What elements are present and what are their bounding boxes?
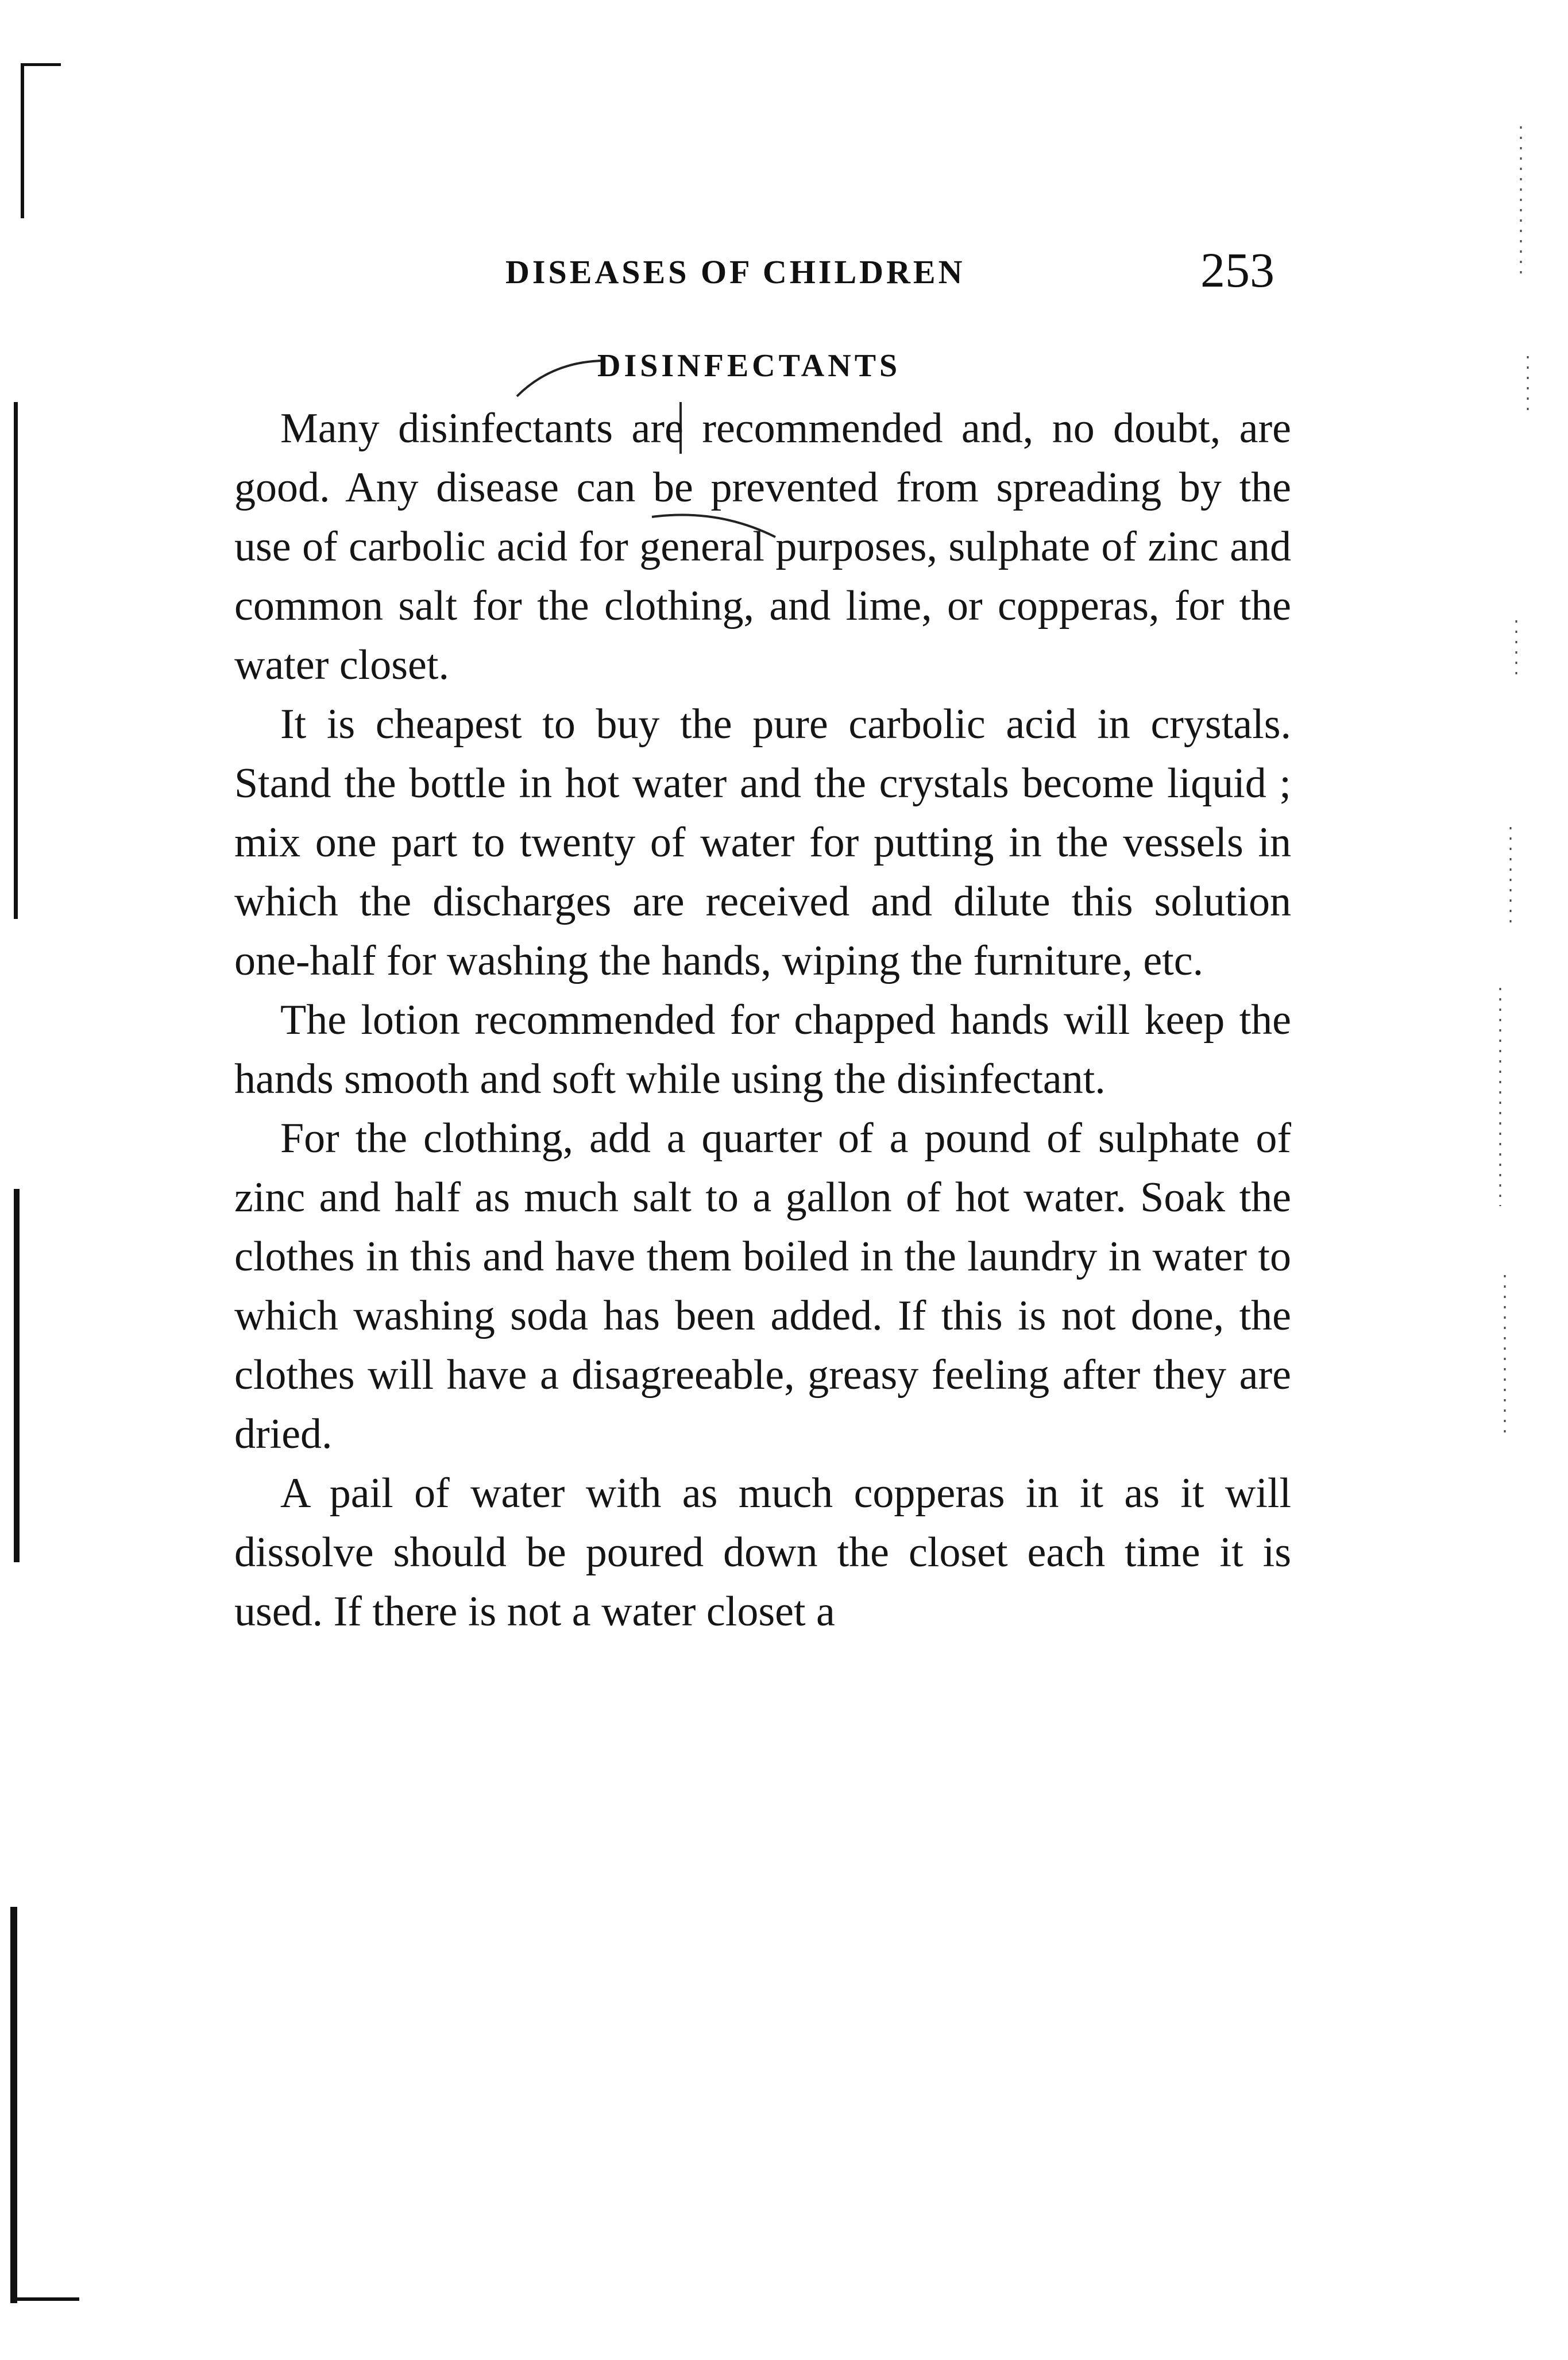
paragraph-4: For the clothing, add a quarter of a pound of sulphate of zinc and half as much salt to a gallon of hot water. Soak the clothes in this and have them boiled in the laundry in water to which washing soda has been added. If this is not done, the clothes will have a disagreeable, greasy feeling after they are dried. <box>234 1115 1291 1458</box>
paragraph-1: Many disinfectants are recommended and, no doubt, are good. Any disease can be prevented from spreading by the use of carbolic acid for general purposes, sulphate of zinc and common salt for the clothing, and lime, or copperas, for the water closet. <box>234 405 1291 689</box>
paragraph-2: It is cheapest to buy the pure carbolic acid in crystals. Stand the bottle in hot water and the crystals become liquid ; mix one part to twenty of water for putting in the vessels in which the discharges are received and dilute this solution one-half for washing the hands, wiping the furniture, etc. <box>234 701 1291 984</box>
body-text <box>234 399 1291 1641</box>
binding-mark-top <box>21 63 24 218</box>
paragraph-3: The lotion recommended for chapped hands will keep the hands smooth and soft while using the disinfectant. <box>234 996 1291 1103</box>
binding-mark-bottom-foot <box>10 2297 79 2301</box>
page-number: 253 <box>1200 242 1275 298</box>
paragraph-5: A pail of water with as much copperas in it as it will dissolve should be poured down the closet each time it is used. If there is not a water closet a <box>234 1470 1291 1635</box>
pencil-mark-heading <box>517 361 603 396</box>
running-head: DISEASES OF CHILDREN <box>505 253 965 291</box>
binding-mark-middle <box>14 1189 20 1562</box>
binding-mark-upper <box>14 402 18 919</box>
binding-mark-lower <box>10 1907 17 2303</box>
section-heading: DISINFECTANTS <box>597 348 901 384</box>
binding-mark-top-tick <box>21 63 61 66</box>
